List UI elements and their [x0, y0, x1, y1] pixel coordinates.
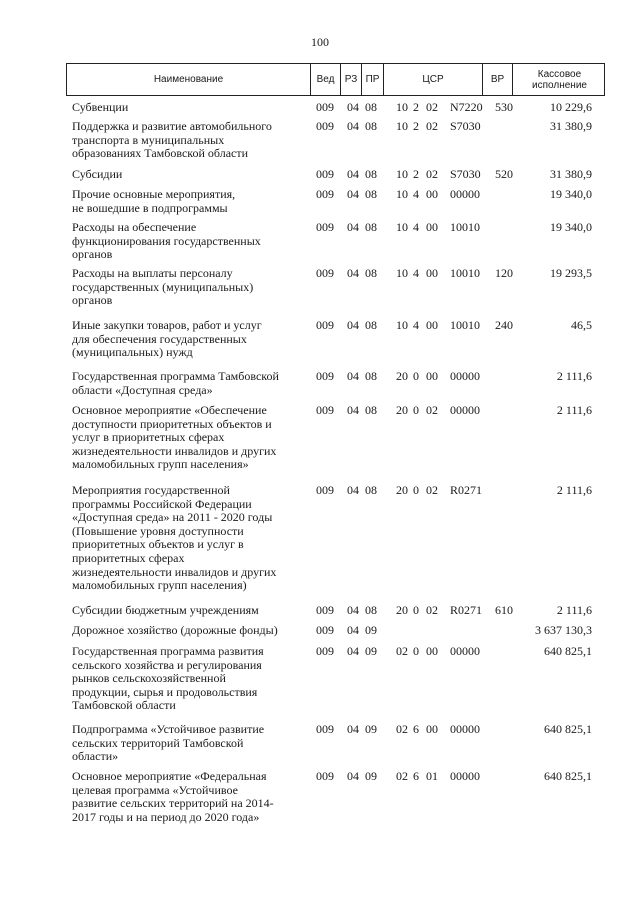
- csr-subprogram-cell: 2: [413, 119, 419, 133]
- rz-cell: 04: [347, 318, 359, 332]
- csr-direction-cell: N7220: [450, 100, 483, 114]
- row-name-line: не вошедшие в подпрограммы: [72, 200, 228, 215]
- ved-cell: 009: [316, 187, 334, 201]
- row-name-line: сельского хозяйства и регулирования: [72, 657, 262, 672]
- vr-cell: 520: [495, 167, 513, 181]
- table-header: [66, 63, 605, 96]
- ved-cell: 009: [316, 266, 334, 280]
- csr-event-cell: 02: [426, 603, 438, 617]
- csr-program-cell: 10: [396, 318, 408, 332]
- pr-cell: 08: [365, 369, 377, 383]
- row-name-line: Тамбовской области: [72, 698, 176, 713]
- amount-cell: 31 380,9: [550, 119, 592, 133]
- pr-cell: 08: [365, 403, 377, 417]
- csr-program-cell: 20: [396, 403, 408, 417]
- ved-cell: 009: [316, 769, 334, 783]
- amount-cell: 2 111,6: [556, 603, 592, 617]
- pr-cell: 09: [365, 722, 377, 736]
- row-name-line: Подпрограмма «Устойчивое развитие: [72, 722, 265, 736]
- pr-cell: 08: [365, 220, 377, 234]
- row-name-line: Государственная программа развития: [72, 644, 264, 658]
- row-name-line: (Повышение уровня доступности: [72, 523, 244, 538]
- amount-cell: 2 111,6: [556, 483, 592, 497]
- pr-cell: 09: [365, 644, 377, 658]
- amount-cell: 2 111,6: [556, 403, 592, 417]
- csr-subprogram-cell: 2: [413, 100, 419, 114]
- ved-cell: 009: [316, 722, 334, 736]
- csr-subprogram-cell: 0: [413, 483, 419, 497]
- row-name-line: области»: [72, 749, 119, 764]
- amount-cell: 19 340,0: [550, 220, 592, 234]
- row-name-line: органов: [72, 293, 113, 308]
- row-name-line: жизнедеятельности инвалидов и других: [72, 564, 277, 579]
- csr-program-cell: 10: [396, 119, 408, 133]
- csr-subprogram-cell: 4: [413, 266, 419, 280]
- amount-cell: 640 825,1: [544, 722, 592, 736]
- row-name: [72, 120, 312, 161]
- row-name-line: Расходы на выплаты персоналу: [72, 266, 233, 280]
- csr-program-cell: 20: [396, 603, 408, 617]
- ved-cell: 009: [316, 100, 334, 114]
- csr-program-cell: 20: [396, 483, 408, 497]
- csr-direction-cell: 00000: [450, 644, 480, 658]
- row-name: [72, 645, 312, 713]
- csr-event-cell: 02: [426, 403, 438, 417]
- row-name-line: приоритетных сферах: [72, 550, 185, 565]
- row-name-line: развитие сельских территорий на 2014-: [72, 796, 274, 811]
- row-name-line: для обеспечения государственных: [72, 331, 247, 346]
- header-amount-line2: исполнение: [532, 79, 587, 91]
- csr-program-cell: 10: [396, 266, 408, 280]
- csr-subprogram-cell: 0: [413, 369, 419, 383]
- csr-subprogram-cell: 4: [413, 220, 419, 234]
- row-name: [72, 101, 312, 115]
- row-name-line: органов: [72, 247, 113, 262]
- csr-direction-cell: 00000: [450, 769, 480, 783]
- vr-cell: 240: [495, 318, 513, 332]
- csr-direction-cell: 00000: [450, 722, 480, 736]
- rz-cell: 04: [347, 623, 359, 637]
- row-name: [72, 770, 312, 824]
- rz-cell: 04: [347, 722, 359, 736]
- csr-direction-cell: S7030: [450, 167, 481, 181]
- ved-cell: 009: [316, 483, 334, 497]
- amount-cell: 19 293,5: [550, 266, 592, 280]
- csr-program-cell: 02: [396, 644, 408, 658]
- csr-direction-cell: R0271: [450, 483, 483, 497]
- row-name: [72, 188, 312, 215]
- ved-cell: 009: [316, 623, 334, 637]
- row-name: [72, 404, 312, 472]
- row-name-line: Поддержка и развитие автомобильного: [72, 119, 272, 133]
- pr-cell: 08: [365, 483, 377, 497]
- row-name-line: рынков сельскохозяйственной: [72, 671, 226, 686]
- ved-cell: 009: [316, 403, 334, 417]
- vr-cell: 120: [495, 266, 513, 280]
- row-name-line: программы Российской Федерации: [72, 496, 252, 511]
- row-name-line: Иные закупки товаров, работ и услуг: [72, 318, 262, 332]
- row-name-line: образованиях Тамбовской области: [72, 146, 249, 161]
- row-name-line: Прочие основные мероприятия,: [72, 187, 236, 201]
- csr-event-cell: 02: [426, 483, 438, 497]
- ved-cell: 009: [316, 220, 334, 234]
- header-csr: ЦСР: [383, 64, 482, 95]
- csr-event-cell: 00: [426, 318, 438, 332]
- rz-cell: 04: [347, 266, 359, 280]
- amount-cell: 19 340,0: [550, 187, 592, 201]
- pr-cell: 09: [365, 623, 377, 637]
- csr-subprogram-cell: 0: [413, 403, 419, 417]
- row-name-line: Расходы на обеспечение: [72, 220, 197, 234]
- rz-cell: 04: [347, 369, 359, 383]
- row-name-line: доступности приоритетных объектов и: [72, 416, 272, 431]
- row-name-line: государственных (муниципальных): [72, 279, 254, 294]
- row-name-line: маломобильных групп населения»: [72, 457, 249, 472]
- vr-cell: 610: [495, 603, 513, 617]
- csr-direction-cell: 00000: [450, 187, 480, 201]
- csr-program-cell: 10: [396, 100, 408, 114]
- row-name-line: сельских территорий Тамбовской: [72, 735, 244, 750]
- csr-event-cell: 00: [426, 369, 438, 383]
- header-vr: ВР: [482, 64, 512, 95]
- csr-subprogram-cell: 4: [413, 187, 419, 201]
- csr-program-cell: 10: [396, 220, 408, 234]
- row-name-line: жизнедеятельности инвалидов и других: [72, 443, 277, 458]
- header-ved: Вед: [310, 64, 340, 95]
- csr-program-cell: 20: [396, 369, 408, 383]
- pr-cell: 08: [365, 119, 377, 133]
- row-name-line: Субвенции: [72, 100, 129, 114]
- rz-cell: 04: [347, 644, 359, 658]
- row-name-line: (муниципальных) нужд: [72, 345, 193, 360]
- csr-direction-cell: 00000: [450, 369, 480, 383]
- pr-cell: 08: [365, 187, 377, 201]
- row-name-line: продукции, сырья и продовольствия: [72, 684, 258, 699]
- row-name-line: Мероприятия государственной: [72, 483, 230, 497]
- row-name: [72, 221, 312, 262]
- rz-cell: 04: [347, 119, 359, 133]
- csr-direction-cell: S7030: [450, 119, 481, 133]
- csr-event-cell: 00: [426, 266, 438, 280]
- row-name-line: Субсидии: [72, 167, 123, 181]
- csr-event-cell: 01: [426, 769, 438, 783]
- rz-cell: 04: [347, 167, 359, 181]
- csr-subprogram-cell: 0: [413, 644, 419, 658]
- row-name-line: маломобильных групп населения): [72, 578, 247, 593]
- row-name-line: области «Доступная среда»: [72, 382, 213, 397]
- row-name-line: услуг в приоритетных сферах: [72, 430, 225, 445]
- rz-cell: 04: [347, 187, 359, 201]
- pr-cell: 09: [365, 769, 377, 783]
- rz-cell: 04: [347, 220, 359, 234]
- header-rz: РЗ: [340, 64, 361, 95]
- csr-program-cell: 02: [396, 769, 408, 783]
- csr-subprogram-cell: 0: [413, 603, 419, 617]
- csr-event-cell: 00: [426, 187, 438, 201]
- csr-subprogram-cell: 2: [413, 167, 419, 181]
- csr-program-cell: 10: [396, 167, 408, 181]
- row-name-line: Дорожное хозяйство (дорожные фонды): [72, 623, 278, 637]
- csr-subprogram-cell: 6: [413, 722, 419, 736]
- csr-direction-cell: R0271: [450, 603, 483, 617]
- csr-program-cell: 10: [396, 187, 408, 201]
- pr-cell: 08: [365, 603, 377, 617]
- amount-cell: 46,5: [571, 318, 592, 332]
- rz-cell: 04: [347, 603, 359, 617]
- header-amount-line1: Кассовое: [537, 68, 582, 80]
- amount-cell: 640 825,1: [544, 644, 592, 658]
- rz-cell: 04: [347, 483, 359, 497]
- csr-event-cell: 00: [426, 220, 438, 234]
- rz-cell: 04: [347, 769, 359, 783]
- row-name: [72, 604, 312, 618]
- amount-cell: 3 637 130,3: [535, 623, 592, 637]
- row-name: [72, 267, 312, 308]
- amount-cell: 2 111,6: [556, 369, 592, 383]
- row-name-line: Государственная программа Тамбовской: [72, 369, 279, 383]
- csr-event-cell: 02: [426, 167, 438, 181]
- header-amount: [512, 64, 606, 95]
- row-name-line: Субсидии бюджетным учреждениям: [72, 603, 259, 617]
- pr-cell: 08: [365, 100, 377, 114]
- ved-cell: 009: [316, 119, 334, 133]
- row-name: [72, 168, 312, 182]
- header-name: Наименование: [153, 74, 224, 85]
- rz-cell: 04: [347, 403, 359, 417]
- row-name-line: 2017 годы и на период до 2020 года»: [72, 809, 260, 824]
- row-name-line: «Доступная среда» на 2011 - 2020 годы: [72, 510, 273, 525]
- csr-direction-cell: 10010: [450, 318, 480, 332]
- header-pr: ПР: [361, 64, 383, 95]
- row-name-line: функционирования государственных: [72, 233, 261, 248]
- row-name: [72, 624, 312, 638]
- amount-cell: 31 380,9: [550, 167, 592, 181]
- row-name: [72, 319, 312, 360]
- ved-cell: 009: [316, 318, 334, 332]
- csr-event-cell: 02: [426, 119, 438, 133]
- pr-cell: 08: [365, 266, 377, 280]
- csr-program-cell: 02: [396, 722, 408, 736]
- pr-cell: 08: [365, 167, 377, 181]
- csr-direction-cell: 10010: [450, 266, 480, 280]
- amount-cell: 640 825,1: [544, 769, 592, 783]
- csr-event-cell: 02: [426, 100, 438, 114]
- row-name-line: Основное мероприятие «Федеральная: [72, 769, 267, 783]
- rz-cell: 04: [347, 100, 359, 114]
- row-name-line: Основное мероприятие «Обеспечение: [72, 403, 267, 417]
- vr-cell: 530: [495, 100, 513, 114]
- ved-cell: 009: [316, 167, 334, 181]
- row-name-line: приоритетных объектов и услуг в: [72, 537, 244, 552]
- csr-subprogram-cell: 6: [413, 769, 419, 783]
- row-name: [72, 484, 312, 593]
- ved-cell: 009: [316, 369, 334, 383]
- csr-event-cell: 00: [426, 644, 438, 658]
- ved-cell: 009: [316, 603, 334, 617]
- row-name: [72, 723, 312, 764]
- csr-subprogram-cell: 4: [413, 318, 419, 332]
- row-name: [72, 370, 312, 397]
- csr-direction-cell: 10010: [450, 220, 480, 234]
- row-name-line: целевая программа «Устойчивое: [72, 782, 238, 797]
- ved-cell: 009: [316, 644, 334, 658]
- csr-event-cell: 00: [426, 722, 438, 736]
- amount-cell: 10 229,6: [550, 100, 592, 114]
- csr-direction-cell: 00000: [450, 403, 480, 417]
- pr-cell: 08: [365, 318, 377, 332]
- page-number: 100: [311, 35, 329, 49]
- row-name-line: транспорта в муниципальных: [72, 132, 225, 147]
